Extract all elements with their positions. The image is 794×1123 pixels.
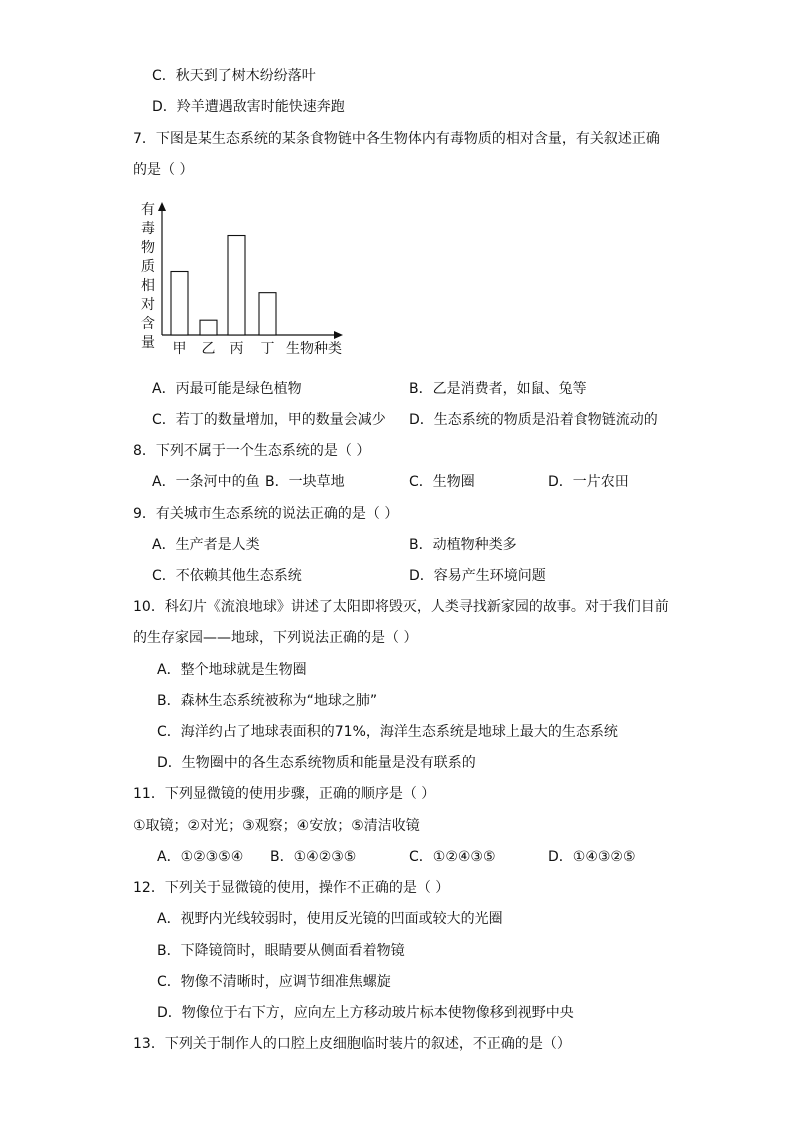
q6-option-d: D．羚羊遭遇敌害时能快速奔跑 [152,99,345,115]
q12-stem: 12．下列关于显微镜的使用，操作不正确的是（ ） [133,880,450,896]
y-axis-label-char: 毒 [141,221,155,237]
q7-stem-line1: 7．下图是某生态系统的某条食物链中各生物体内有毒物质的相对含量，有关叙述正确 [133,131,660,147]
q9-stem: 9．有关城市生态系统的说法正确的是（ ） [133,506,399,522]
q11-option-d: D．①④③②⑤ [548,849,636,865]
q11-steps: ①取镜；②对光；③观察；④安放；⑤清洁收镜 [133,818,420,834]
q10-option-a: A．整个地球就是生物圈 [157,662,307,678]
q12-option-d: D．物像位于右下方，应向左上方移动玻片标本使物像移到视野中央 [157,1005,574,1021]
bar-3 [228,236,245,335]
q10-option-d: D．生物圈中的各生态系统物质和能量是没有联系的 [157,755,476,771]
x-tick-label: 丙 [229,341,244,357]
q8-stem: 8．下列不属于一个生态系统的是（ ） [133,443,371,459]
y-axis-label-char: 含 [141,316,155,332]
toxin-bar-chart [138,198,368,372]
q8-option-d: D．一片农田 [548,474,629,490]
q11-option-b: B．①④②③⑤ [270,849,357,865]
x-tick-label: 乙 [201,341,216,357]
q9-option-c: C．不依赖其他生态系统 [152,568,302,584]
q8-option-b: B．一块草地 [265,474,345,490]
q13-stem: 13．下列关于制作人的口腔上皮细胞临时装片的叙述，不正确的是（） [133,1036,571,1052]
q9-option-d: D．容易产生环境问题 [409,568,546,584]
q12-option-b: B．下降镜筒时，眼睛要从侧面看着物镜 [157,943,405,959]
x-tick-label: 甲 [172,341,187,357]
q10-option-c: C．海洋约占了地球表面积的71%，海洋生态系统是地球上最大的生态系统 [157,724,618,740]
bar-2 [200,320,217,335]
q10-option-b: B．森林生态系统被称为“地球之肺” [157,693,378,709]
x-tick-label: 丁 [260,341,275,357]
chart-svg [138,198,368,368]
y-axis-label-char: 对 [141,297,155,313]
y-axis-label-char: 相 [141,278,155,294]
q9-option-a: A．生产者是人类 [152,537,260,553]
bar-1 [171,272,188,336]
y-axis-label-char: 物 [141,240,155,256]
x-axis-label: 生物种类 [286,341,342,357]
q7-option-b: B．乙是消费者，如鼠、兔等 [409,381,587,397]
x-axis-arrow [334,331,343,339]
q11-stem: 11．下列显微镜的使用步骤，正确的顺序是（ ） [133,786,436,802]
q9-option-b: B．动植物种类多 [409,537,517,553]
q12-option-a: A．视野内光线较弱时，使用反光镜的凹面或较大的光圈 [157,911,503,927]
y-axis-label-char: 量 [141,335,155,351]
q11-option-a: A．①②③⑤④ [157,849,244,865]
q12-option-c: C．物像不清晰时，应调节细准焦螺旋 [157,974,391,990]
q7-stem-line2: 的是（ ） [133,162,194,178]
q8-option-c: C．生物圈 [409,474,475,490]
q6-option-c: C．秋天到了树木纷纷落叶 [152,68,316,84]
y-axis-label-char: 质 [141,259,155,275]
q7-option-a: A．丙最可能是绿色植物 [152,381,302,397]
q7-option-d: D．生态系统的物质是沿着食物链流动的 [409,412,658,428]
q8-option-a: A．一条河中的鱼 [152,474,260,490]
y-axis-label [141,202,155,351]
q10-stem-line1: 10．科幻片《流浪地球》讲述了太阳即将毁灭，人类寻找新家园的故事。对于我们目前 [133,599,669,615]
q7-option-c: C．若丁的数量增加，甲的数量会减少 [152,412,386,428]
q10-stem-line2: 的生存家园——地球，下列说法正确的是（ ） [133,630,418,646]
y-axis-arrow [158,202,166,211]
q11-option-c: C．①②④③⑤ [409,849,496,865]
y-axis-label-char: 有 [141,202,155,218]
bar-4 [259,293,276,335]
